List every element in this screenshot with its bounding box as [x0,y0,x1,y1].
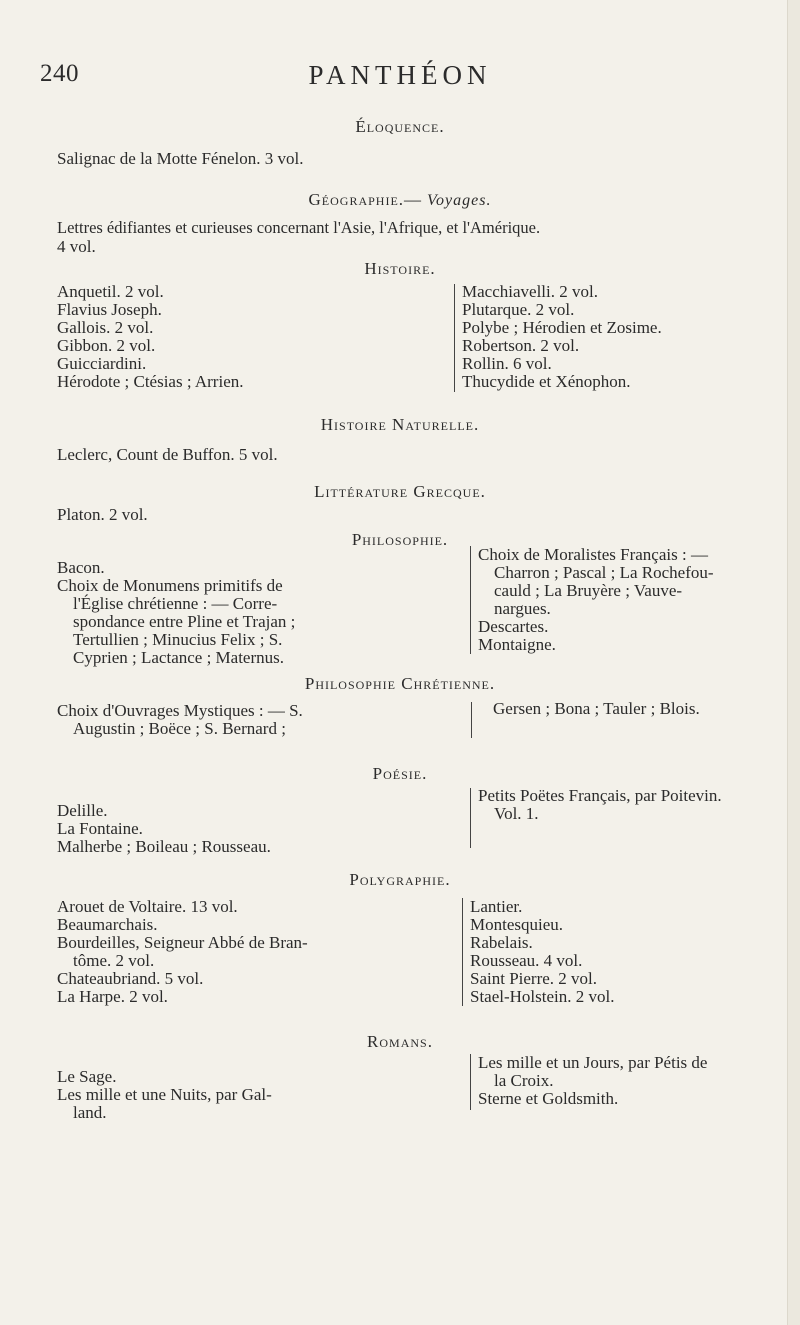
list-item: Vol. 1. [494,804,539,823]
list-item: Bacon. [57,558,105,577]
list-item: Robertson. 2 vol. [462,336,580,355]
list-item: Malherbe ; Boileau ; Rousseau. [57,837,271,856]
list-item: l'Église chrétienne : — Corre- [73,594,278,613]
philosophie-chretienne-left-column [57,702,303,738]
list-item: Le Sage. [57,1067,117,1086]
heading-litterature-grecque: Littérature Grecque. [314,482,486,501]
heading-poesie: Poésie. [372,764,428,783]
list-item: Petits Poëtes Français, par Poitevin. [478,786,722,805]
polygraphie-right-column [470,898,614,1006]
column-divider [462,898,463,1006]
heading-philosophie: Philosophie. [351,530,449,549]
romans-right-column [478,1054,707,1108]
list-item: tôme. 2 vol. [73,951,155,970]
list-item: Choix de Moralistes Français : — [478,545,708,564]
list-item: Montesquieu. [470,915,564,934]
list-item: Choix de Monumens primitifs de [57,576,283,595]
geographie-entry-line2: 4 vol. [57,237,96,256]
heading-geographie: Géographie.— Voyages. [308,190,492,209]
column-divider [470,546,471,654]
list-item: Augustin ; Boëce ; S. Bernard ; [73,719,286,738]
list-item: Montaigne. [478,635,556,654]
heading-romans: Romans. [367,1032,433,1051]
list-item: land. [73,1103,107,1122]
heading-histoire: Histoire. [364,259,436,278]
philosophie-chretienne-right-column [493,700,700,718]
list-item: Rousseau. 4 vol. [470,951,583,970]
heading-polygraphie: Polygraphie. [349,870,451,889]
list-item: La Harpe. 2 vol. [57,987,168,1006]
philosophie-left-column [57,559,295,667]
poesie-right-column [478,787,722,823]
list-item: Macchiavelli. 2 vol. [462,282,598,301]
heading-histoire-naturelle: Histoire Naturelle. [320,415,480,434]
list-item: Plutarque. 2 vol. [462,300,575,319]
histoire-naturelle-entry: Leclerc, Count de Buffon. 5 vol. [57,445,278,464]
list-item: Charron ; Pascal ; La Rochefou- [494,563,714,582]
list-item: Gibbon. 2 vol. [57,336,156,355]
list-item: La Fontaine. [57,819,143,838]
column-divider [470,1054,471,1110]
column-divider [454,284,455,392]
geographie-entry-line1: Lettres édifiantes et curieuses concernant l'Asie, l'Afrique, et l'Amérique. [57,218,541,237]
list-item: Thucydide et Xénophon. [462,372,631,391]
list-item: Delille. [57,801,108,820]
running-title: PANTHÉON [308,60,492,90]
list-item: Rollin. 6 vol. [462,354,552,373]
philosophie-right-column [478,546,714,654]
list-item: Gersen ; Bona ; Tauler ; Blois. [493,699,700,718]
histoire-left-column [57,283,244,391]
list-item: spondance entre Pline et Trajan ; [73,612,296,631]
page-header [0,60,800,100]
page-number: 240 [40,60,79,87]
list-item: Gallois. 2 vol. [57,318,154,337]
list-item: Les mille et un Jours, par Pétis de [478,1053,708,1072]
list-item: Flavius Joseph. [57,300,162,319]
list-item: Anquetil. 2 vol. [57,282,164,301]
list-item: cauld ; La Bruyère ; Vauve- [494,581,683,600]
list-item: Cyprien ; Lactance ; Maternus. [73,648,285,667]
list-item: Arouet de Voltaire. 13 vol. [57,897,238,916]
romans-left-column [57,1068,272,1122]
heading-eloquence: Éloquence. [355,117,445,136]
poesie-left-column [57,802,271,856]
heading-philosophie-chretienne: Philosophie Chrétienne. [304,674,496,693]
list-item: Guicciardini. [57,354,147,373]
list-item: Tertullien ; Minucius Felix ; S. [73,630,283,649]
list-item: Les mille et une Nuits, par Gal- [57,1085,272,1104]
list-item: Choix d'Ouvrages Mystiques : — S. [57,701,303,720]
list-item: Stael-Holstein. 2 vol. [470,987,615,1006]
list-item: Hérodote ; Ctésias ; Arrien. [57,372,244,391]
list-item: Beaumarchais. [57,915,158,934]
column-divider [471,702,472,738]
list-item: Rabelais. [470,933,533,952]
litterature-grecque-entry: Platon. 2 vol. [57,505,148,524]
list-item: Chateaubriand. 5 vol. [57,969,204,988]
polygraphie-left-column [57,898,308,1006]
list-item: nargues. [494,599,551,618]
list-item: Saint Pierre. 2 vol. [470,969,598,988]
eloquence-entry: Salignac de la Motte Fénelon. 3 vol. [57,149,304,168]
list-item: Polybe ; Hérodien et Zosime. [462,318,662,337]
histoire-right-column [462,283,662,391]
list-item: Sterne et Goldsmith. [478,1089,619,1108]
list-item: la Croix. [494,1071,554,1090]
list-item: Lantier. [470,897,523,916]
column-divider [470,788,471,848]
list-item: Descartes. [478,617,549,636]
list-item: Bourdeilles, Seigneur Abbé de Bran- [57,933,308,952]
